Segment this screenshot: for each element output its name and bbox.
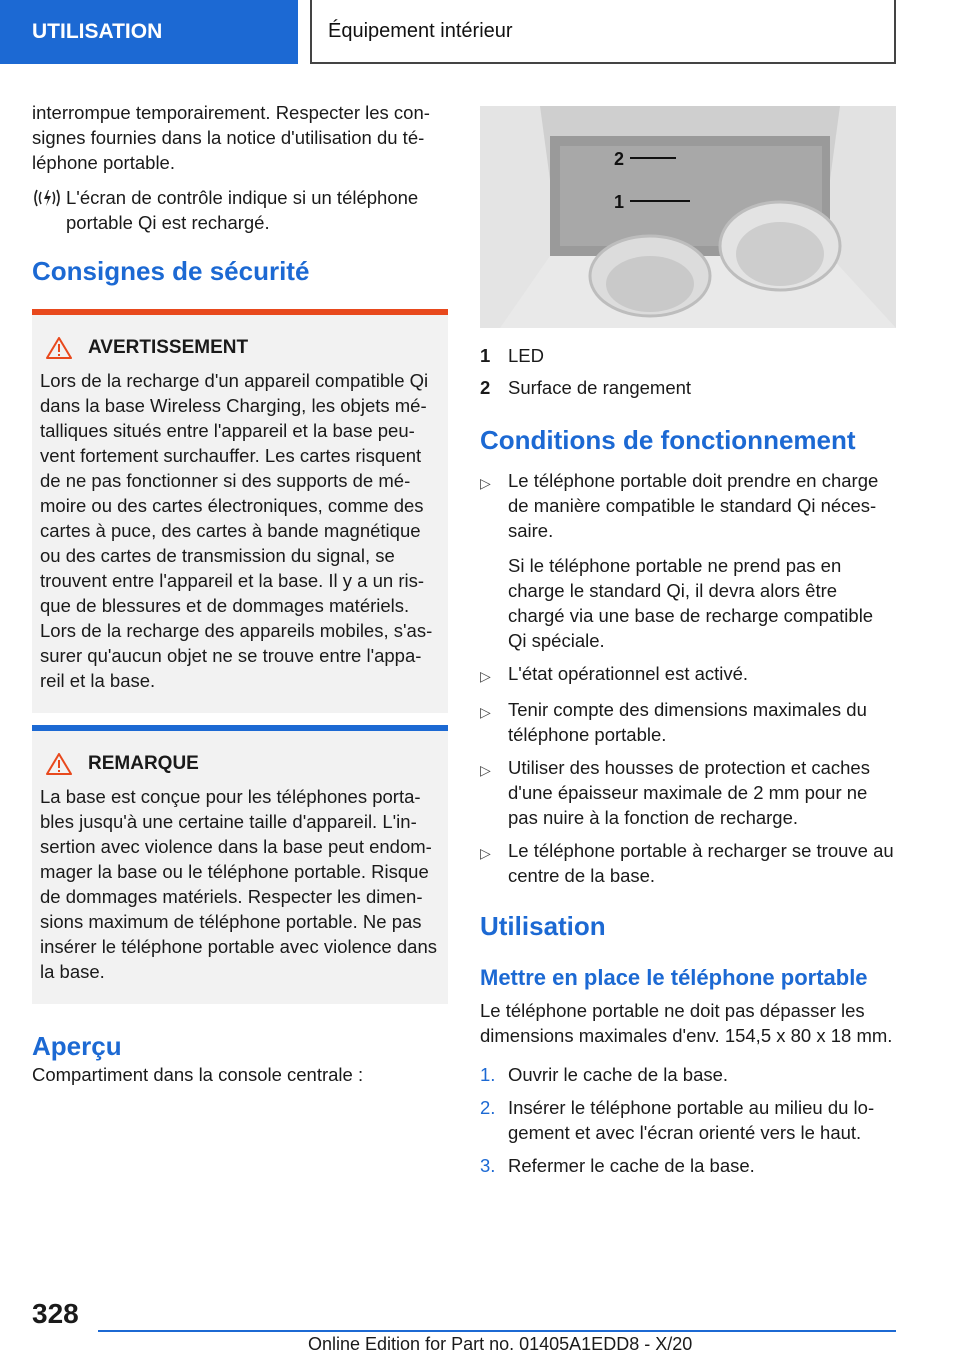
compartment-illustration <box>480 106 896 328</box>
warning-triangle-icon <box>46 337 72 359</box>
usage-heading: Utilisation <box>480 911 606 941</box>
console-compartment-photo <box>480 106 896 328</box>
left-column <box>32 100 448 1097</box>
notice-triangle-icon <box>46 753 72 775</box>
warning-text: Lors de la recharge d'un appareil compatible Qi dans la base Wireless Charging, les objets métalliques situés entre l'appareil et la base peuvent fortement surchauffer. Les cartes risquent de ne pas fonctionner si des supports de mémoire ou des cartes électroniques, comme des cartes à puce, des cartes à bande magnétique ou des cartes de transmission du signal, se trouvent entre l'appareil et la base. Il y a un risque de blessures et de dommages matériels. Lors de la recharge des appareils mobiles, s'assurer qu'aucun objet ne se trouve entre l'appareil et la base. <box>40 370 433 691</box>
triangle-bullet-icon: ▷ <box>480 475 491 491</box>
conditions-list <box>480 468 896 888</box>
page-number: 328 <box>32 1298 79 1329</box>
list-item: 2. Insérer le téléphone portable au milieu du logement et avec l'écran orienté vers le haut. <box>480 1097 875 1143</box>
conditions-heading: Conditions de fonctionnement <box>480 425 856 455</box>
photo-label-2: 2 <box>614 149 625 169</box>
overview-heading: Aperçu <box>32 1031 122 1061</box>
warning-box <box>32 309 448 713</box>
list-item: 1. Ouvrir le cache de la base. <box>480 1064 729 1085</box>
chapter-title: Équipement intérieur <box>310 0 896 64</box>
warning-title: AVERTISSEMENT <box>88 337 249 358</box>
list-item: ▷ Utiliser des housses de protection et caches d'une épaisseur maximale de 2 mm pour ne pas nuire à la fonction de recharge. <box>480 757 870 828</box>
indicator-row <box>32 185 448 255</box>
safety-heading: Consignes de sécurité <box>32 256 310 286</box>
list-item: 3. Refermer le cache de la base. <box>480 1155 755 1176</box>
overview-text: Compartiment dans la console centrale : <box>32 1064 364 1085</box>
indicator-text: L'écran de contrôle indique si un téléphone portable Qi est rechargé. <box>66 187 419 233</box>
list-item: ▷ Le téléphone portable doit prendre en charge de manière compatible le standard Qi nécessaire. Si le téléphone portable ne prend pas en charge le standard Qi, il devra alors être chargé via une base de recharge compatible Qi spéciale. <box>480 470 879 651</box>
legend-item: 2 Surface de rangement <box>480 377 692 398</box>
triangle-bullet-icon: ▷ <box>480 845 491 861</box>
triangle-bullet-icon: ▷ <box>480 704 491 720</box>
right-column <box>480 106 896 1186</box>
notice-text: La base est conçue pour les téléphones portables jusqu'à une certaine taille d'appareil. L'insertion avec violence dans la base peut endommager la base ou le téléphone portable. Risque de dommages matériels. Respecter les dimensions maximum de téléphone portable. Ne pas insérer le téléphone portable avec violence dans la base. <box>40 786 437 982</box>
triangle-bullet-icon: ▷ <box>480 668 491 684</box>
notice-title: REMARQUE <box>88 753 199 774</box>
section-tab[interactable]: UTILISATION <box>0 0 298 64</box>
footer-edition[interactable]: Online Edition for Part no. 01405A1EDD8 - X/20 <box>308 1334 693 1354</box>
intro-paragraph: interrompue temporairement. Respecter les consignes fournies dans la notice d'utilisation du téléphone portable. <box>32 102 430 173</box>
place-phone-text: Le téléphone portable ne doit pas dépasser les dimensions maximales d'env. 154,5 x 80 x 18 mm. <box>480 1000 893 1046</box>
photo-label-1: 1 <box>614 192 625 212</box>
steps-list <box>480 1062 896 1178</box>
wireless-charging-icon <box>32 187 66 209</box>
notice-box <box>32 725 448 1004</box>
triangle-bullet-icon: ▷ <box>480 762 491 778</box>
place-phone-heading: Mettre en place le téléphone portable <box>480 965 868 990</box>
legend-item: 1 LED <box>480 345 544 366</box>
footer-divider <box>98 1330 896 1332</box>
list-item: ▷ Le téléphone portable à recharger se trouve au centre de la base. <box>480 840 894 886</box>
list-item: ▷ L'état opérationnel est activé. <box>480 661 896 689</box>
list-item: ▷ Tenir compte des dimensions maximales du téléphone portable. <box>480 699 867 745</box>
